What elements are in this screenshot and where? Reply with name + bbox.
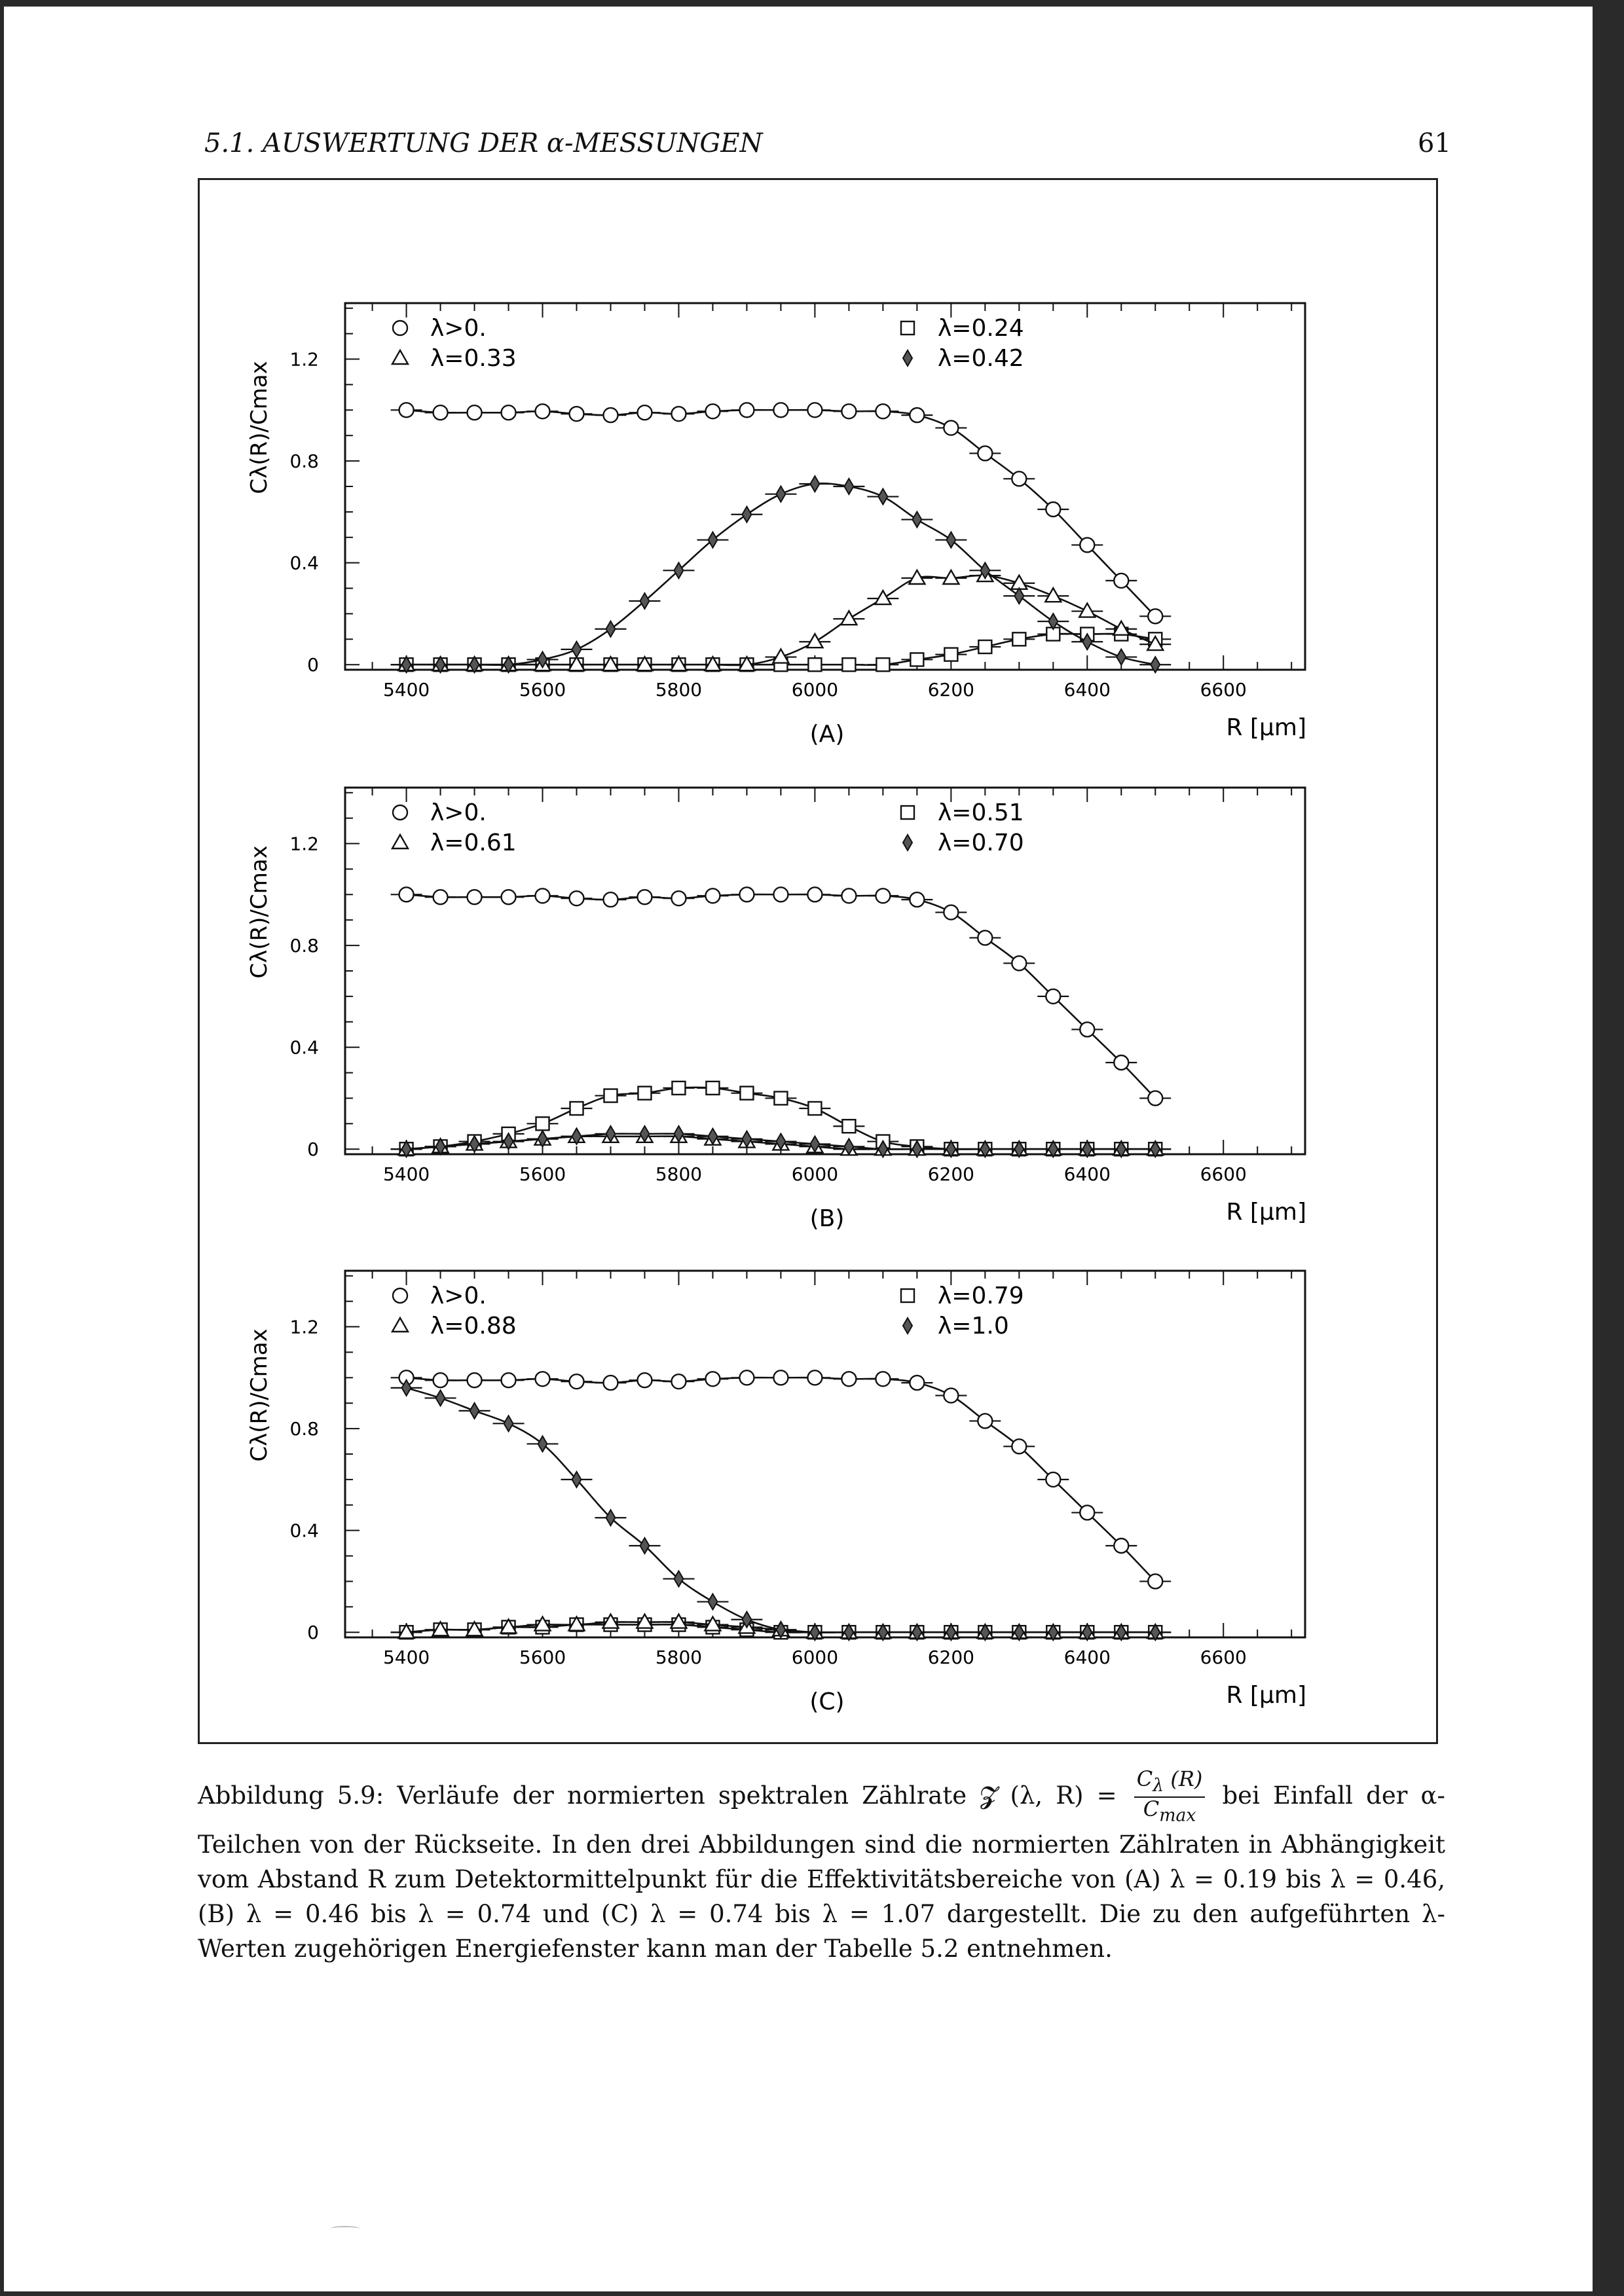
y-tick-label: 0.4 xyxy=(289,552,319,574)
y-tick-label: 0.4 xyxy=(289,1036,319,1059)
series-diamond xyxy=(391,1380,1172,1640)
caption-frac-den-sub: max xyxy=(1159,1805,1196,1826)
x-tick-label: 6200 xyxy=(927,1647,974,1668)
data-point xyxy=(842,1120,855,1133)
legend-marker xyxy=(901,806,914,819)
page-number: 61 xyxy=(1418,128,1451,158)
data-point xyxy=(808,658,821,671)
data-point xyxy=(1046,989,1060,1004)
legend-label: λ=1.0 xyxy=(938,1313,1009,1339)
data-point xyxy=(1012,471,1026,486)
scan-smudge xyxy=(331,2226,360,2231)
legend-label: λ=0.79 xyxy=(938,1283,1024,1309)
data-point xyxy=(637,890,652,904)
scan-edge-bottom xyxy=(0,2291,1624,2296)
data-point xyxy=(705,1372,720,1386)
data-point xyxy=(740,1087,753,1100)
data-point xyxy=(468,890,482,904)
data-point xyxy=(1045,588,1061,602)
y-axis-label: Cλ(R)/Cmax xyxy=(246,1328,272,1462)
y-tick-label: 0 xyxy=(307,1139,319,1161)
x-tick-label: 6000 xyxy=(791,679,839,701)
data-point xyxy=(434,405,448,420)
data-point xyxy=(638,1087,651,1100)
data-point xyxy=(570,1102,583,1115)
data-point xyxy=(674,1571,683,1587)
legend-marker xyxy=(903,350,912,366)
data-point xyxy=(536,404,550,418)
x-tick-label: 5400 xyxy=(382,679,430,701)
legend-marker xyxy=(903,835,912,850)
caption-label: Abbildung 5.9: xyxy=(198,1781,384,1810)
data-point xyxy=(502,405,516,420)
data-point xyxy=(536,888,550,903)
scan-edge-top xyxy=(0,0,1624,7)
x-tick-label: 6200 xyxy=(927,679,974,701)
data-point xyxy=(538,1436,547,1451)
caption-frac-den: C xyxy=(1143,1796,1160,1822)
chart-panel-a xyxy=(200,278,1440,763)
data-point xyxy=(572,642,581,657)
data-point xyxy=(1114,1055,1128,1070)
legend-marker xyxy=(903,1318,912,1334)
y-tick-label: 1.2 xyxy=(289,348,319,371)
y-tick-label: 0.8 xyxy=(289,1418,319,1440)
data-point xyxy=(842,658,855,671)
data-point xyxy=(1012,956,1026,970)
data-point xyxy=(1046,502,1060,517)
data-point xyxy=(708,1594,717,1610)
data-point xyxy=(436,1390,445,1406)
x-tick-label: 6200 xyxy=(927,1163,974,1185)
data-point xyxy=(536,1372,550,1386)
legend-label: λ=0.88 xyxy=(430,1313,517,1339)
series-curve xyxy=(407,483,1156,665)
data-point xyxy=(773,403,788,417)
data-point xyxy=(841,404,856,418)
data-point xyxy=(978,1413,992,1428)
data-point xyxy=(810,476,819,492)
data-point xyxy=(876,888,890,903)
y-axis-label: Cλ(R)/Cmax xyxy=(246,845,272,979)
caption-frac-num: C xyxy=(1136,1766,1153,1791)
data-point xyxy=(807,634,822,647)
data-point xyxy=(1046,1472,1060,1487)
data-point xyxy=(844,479,853,494)
data-point xyxy=(978,640,991,653)
data-point xyxy=(570,1374,584,1389)
x-tick-label: 5800 xyxy=(655,679,703,701)
caption-frac-num-arg: (R) xyxy=(1164,1766,1203,1791)
data-point xyxy=(773,1370,788,1385)
legend-marker xyxy=(901,321,914,335)
legend-item xyxy=(393,315,487,342)
legend-marker xyxy=(392,350,408,364)
data-point xyxy=(876,404,890,418)
caption-fraction xyxy=(1134,1768,1206,1827)
data-point xyxy=(912,512,921,528)
x-tick-label: 5800 xyxy=(655,1163,703,1185)
series-curve xyxy=(407,1388,1156,1633)
data-point xyxy=(1148,1091,1162,1105)
data-point xyxy=(640,1538,649,1554)
data-point xyxy=(468,1373,482,1387)
legend-marker xyxy=(901,1289,914,1302)
data-point xyxy=(1012,1439,1026,1453)
panel-label: (A) xyxy=(809,721,845,748)
legend-label: λ=0.61 xyxy=(430,829,517,856)
data-point xyxy=(603,1376,618,1390)
x-tick-label: 6400 xyxy=(1063,1163,1111,1185)
data-point xyxy=(910,892,924,907)
data-point xyxy=(910,1376,924,1390)
data-point xyxy=(944,905,958,920)
scan-edge-right xyxy=(1593,0,1624,2296)
data-point xyxy=(773,649,788,663)
series-curve xyxy=(407,410,1156,616)
y-tick-label: 1.2 xyxy=(289,1316,319,1338)
caption-text-a: Verläufe der normierten spektralen Zählrate 𝓩 (λ, R) = xyxy=(397,1781,1117,1810)
x-tick-label: 5400 xyxy=(382,1163,430,1185)
data-point xyxy=(502,890,516,904)
legend-item xyxy=(903,829,1024,856)
data-point xyxy=(739,1370,754,1385)
data-point xyxy=(603,408,618,422)
data-point xyxy=(572,1472,581,1487)
series-circle xyxy=(391,1370,1172,1588)
data-point xyxy=(674,562,683,578)
data-point xyxy=(637,405,652,420)
scan-edge-left xyxy=(0,0,4,2296)
y-tick-label: 1.2 xyxy=(289,833,319,855)
x-tick-label: 5400 xyxy=(382,1647,430,1668)
data-point xyxy=(946,532,955,548)
panel-label: (B) xyxy=(809,1205,845,1232)
legend-label: λ=0.24 xyxy=(938,315,1024,342)
y-tick-label: 0.8 xyxy=(289,935,319,957)
x-tick-label: 6600 xyxy=(1200,1163,1247,1185)
data-point xyxy=(570,407,584,421)
data-point xyxy=(708,532,717,548)
legend-label: λ=0.51 xyxy=(938,799,1024,826)
legend-item xyxy=(901,799,1024,826)
figure-caption xyxy=(198,1768,1445,1966)
legend-label: λ=0.33 xyxy=(430,345,517,372)
running-head: 5.1. AUSWERTUNG DER α-MESSUNGEN xyxy=(204,128,763,158)
legend-marker xyxy=(393,805,407,820)
legend-item xyxy=(392,1313,517,1339)
x-tick-label: 6600 xyxy=(1200,1647,1247,1668)
data-point xyxy=(876,1372,890,1386)
y-tick-label: 0 xyxy=(307,654,319,676)
data-point xyxy=(706,1082,719,1095)
x-axis-label: R [μm] xyxy=(1226,714,1306,741)
data-point xyxy=(434,1373,448,1387)
data-point xyxy=(434,890,448,904)
x-tick-label: 6400 xyxy=(1063,679,1111,701)
data-point xyxy=(536,1117,549,1130)
legend-item xyxy=(901,315,1024,342)
data-point xyxy=(604,1089,617,1102)
legend-item xyxy=(393,1283,487,1309)
legend-item xyxy=(393,799,487,826)
legend-marker xyxy=(393,1288,407,1303)
data-point xyxy=(808,1102,821,1115)
legend-label: λ>0. xyxy=(430,1283,487,1309)
legend-item xyxy=(392,829,517,856)
data-point xyxy=(606,1510,615,1525)
data-point xyxy=(705,888,720,903)
data-point xyxy=(1148,609,1162,623)
data-point xyxy=(944,421,958,435)
x-tick-label: 5800 xyxy=(655,1647,703,1668)
x-tick-label: 5600 xyxy=(519,679,566,701)
data-point xyxy=(1080,1505,1094,1520)
legend-marker xyxy=(392,1318,408,1332)
y-tick-label: 0.4 xyxy=(289,1520,319,1542)
data-point xyxy=(841,888,856,903)
data-point xyxy=(910,408,924,422)
legend-item xyxy=(903,1313,1009,1339)
data-point xyxy=(468,405,482,420)
y-axis-label: Cλ(R)/Cmax xyxy=(246,361,272,494)
legend-label: λ>0. xyxy=(430,799,487,826)
data-point xyxy=(1080,538,1094,552)
data-point xyxy=(910,653,923,666)
chart-panel-b xyxy=(200,763,1440,1247)
data-point xyxy=(841,611,857,625)
figure-frame xyxy=(198,178,1438,1744)
data-point xyxy=(739,887,754,902)
data-point xyxy=(978,446,992,460)
caption-frac-num-sub: λ xyxy=(1153,1775,1164,1796)
data-point xyxy=(504,1415,513,1431)
data-point xyxy=(1116,649,1126,665)
legend-item xyxy=(392,345,517,372)
caption-text-b: bei Einfall der α-Teilchen von der Rückseite. In den drei Abbildungen sind die normierten Zählraten in Abhängigkeit vom Abstand R zum Detektormittelpunkt für die Effektivitätsbereiche von (A) λ = 0.19 bis λ = 0.46, (B) λ = 0.46 bis λ = 0.74 und (C) λ = 0.74 bis λ = 1.07 dargestellt. Die zu den aufgeführten λ-Werten zugehörigen Energiefenster kann man der Tabelle 5.2 entnehmen. xyxy=(198,1781,1446,1963)
series-circle xyxy=(391,887,1172,1105)
data-point xyxy=(672,1082,685,1095)
data-point xyxy=(978,930,992,945)
x-axis-label: R [μm] xyxy=(1226,1682,1306,1709)
x-tick-label: 6600 xyxy=(1200,679,1247,701)
data-point xyxy=(470,1403,479,1419)
panel-label: (C) xyxy=(809,1688,845,1715)
data-point xyxy=(876,658,889,671)
data-point xyxy=(807,403,822,417)
data-point xyxy=(1014,588,1024,604)
x-axis-label: R [μm] xyxy=(1226,1199,1306,1226)
x-tick-label: 5600 xyxy=(519,1163,566,1185)
x-tick-label: 6000 xyxy=(791,1163,839,1185)
chart-panel-c xyxy=(200,1246,1440,1730)
data-point xyxy=(774,1091,787,1104)
data-point xyxy=(1114,574,1128,588)
data-point xyxy=(944,1389,958,1403)
data-point xyxy=(841,1372,856,1386)
data-point xyxy=(807,887,822,902)
legend-label: λ>0. xyxy=(430,315,487,342)
legend-item xyxy=(903,345,1024,372)
legend-label: λ=0.42 xyxy=(938,345,1024,372)
data-point xyxy=(807,1370,822,1385)
data-point xyxy=(773,887,788,902)
data-point xyxy=(742,507,751,522)
data-point xyxy=(603,892,618,907)
data-point xyxy=(1012,632,1025,646)
data-point xyxy=(739,403,754,417)
legend-item xyxy=(901,1283,1024,1309)
data-point xyxy=(606,621,615,637)
data-point xyxy=(878,489,887,505)
legend-label: λ=0.70 xyxy=(938,829,1024,856)
data-point xyxy=(671,891,686,905)
data-point xyxy=(399,403,414,417)
data-point xyxy=(671,407,686,421)
data-point xyxy=(1114,1539,1128,1553)
data-point xyxy=(640,593,649,609)
data-point xyxy=(502,1373,516,1387)
x-tick-label: 6000 xyxy=(791,1647,839,1668)
data-point xyxy=(399,887,414,902)
data-point xyxy=(944,648,957,661)
legend-marker xyxy=(392,835,408,848)
data-point xyxy=(570,891,584,905)
x-tick-label: 6400 xyxy=(1063,1647,1111,1668)
data-point xyxy=(637,1373,652,1387)
y-tick-label: 0.8 xyxy=(289,450,319,473)
data-point xyxy=(671,1374,686,1389)
data-point xyxy=(875,591,891,604)
data-point xyxy=(1080,1022,1094,1036)
data-point xyxy=(1079,604,1095,617)
data-point xyxy=(705,404,720,418)
data-point xyxy=(1148,1574,1162,1588)
data-point xyxy=(776,486,785,502)
x-tick-label: 5600 xyxy=(519,1647,566,1668)
y-tick-label: 0 xyxy=(307,1622,319,1644)
legend-marker xyxy=(393,321,407,335)
